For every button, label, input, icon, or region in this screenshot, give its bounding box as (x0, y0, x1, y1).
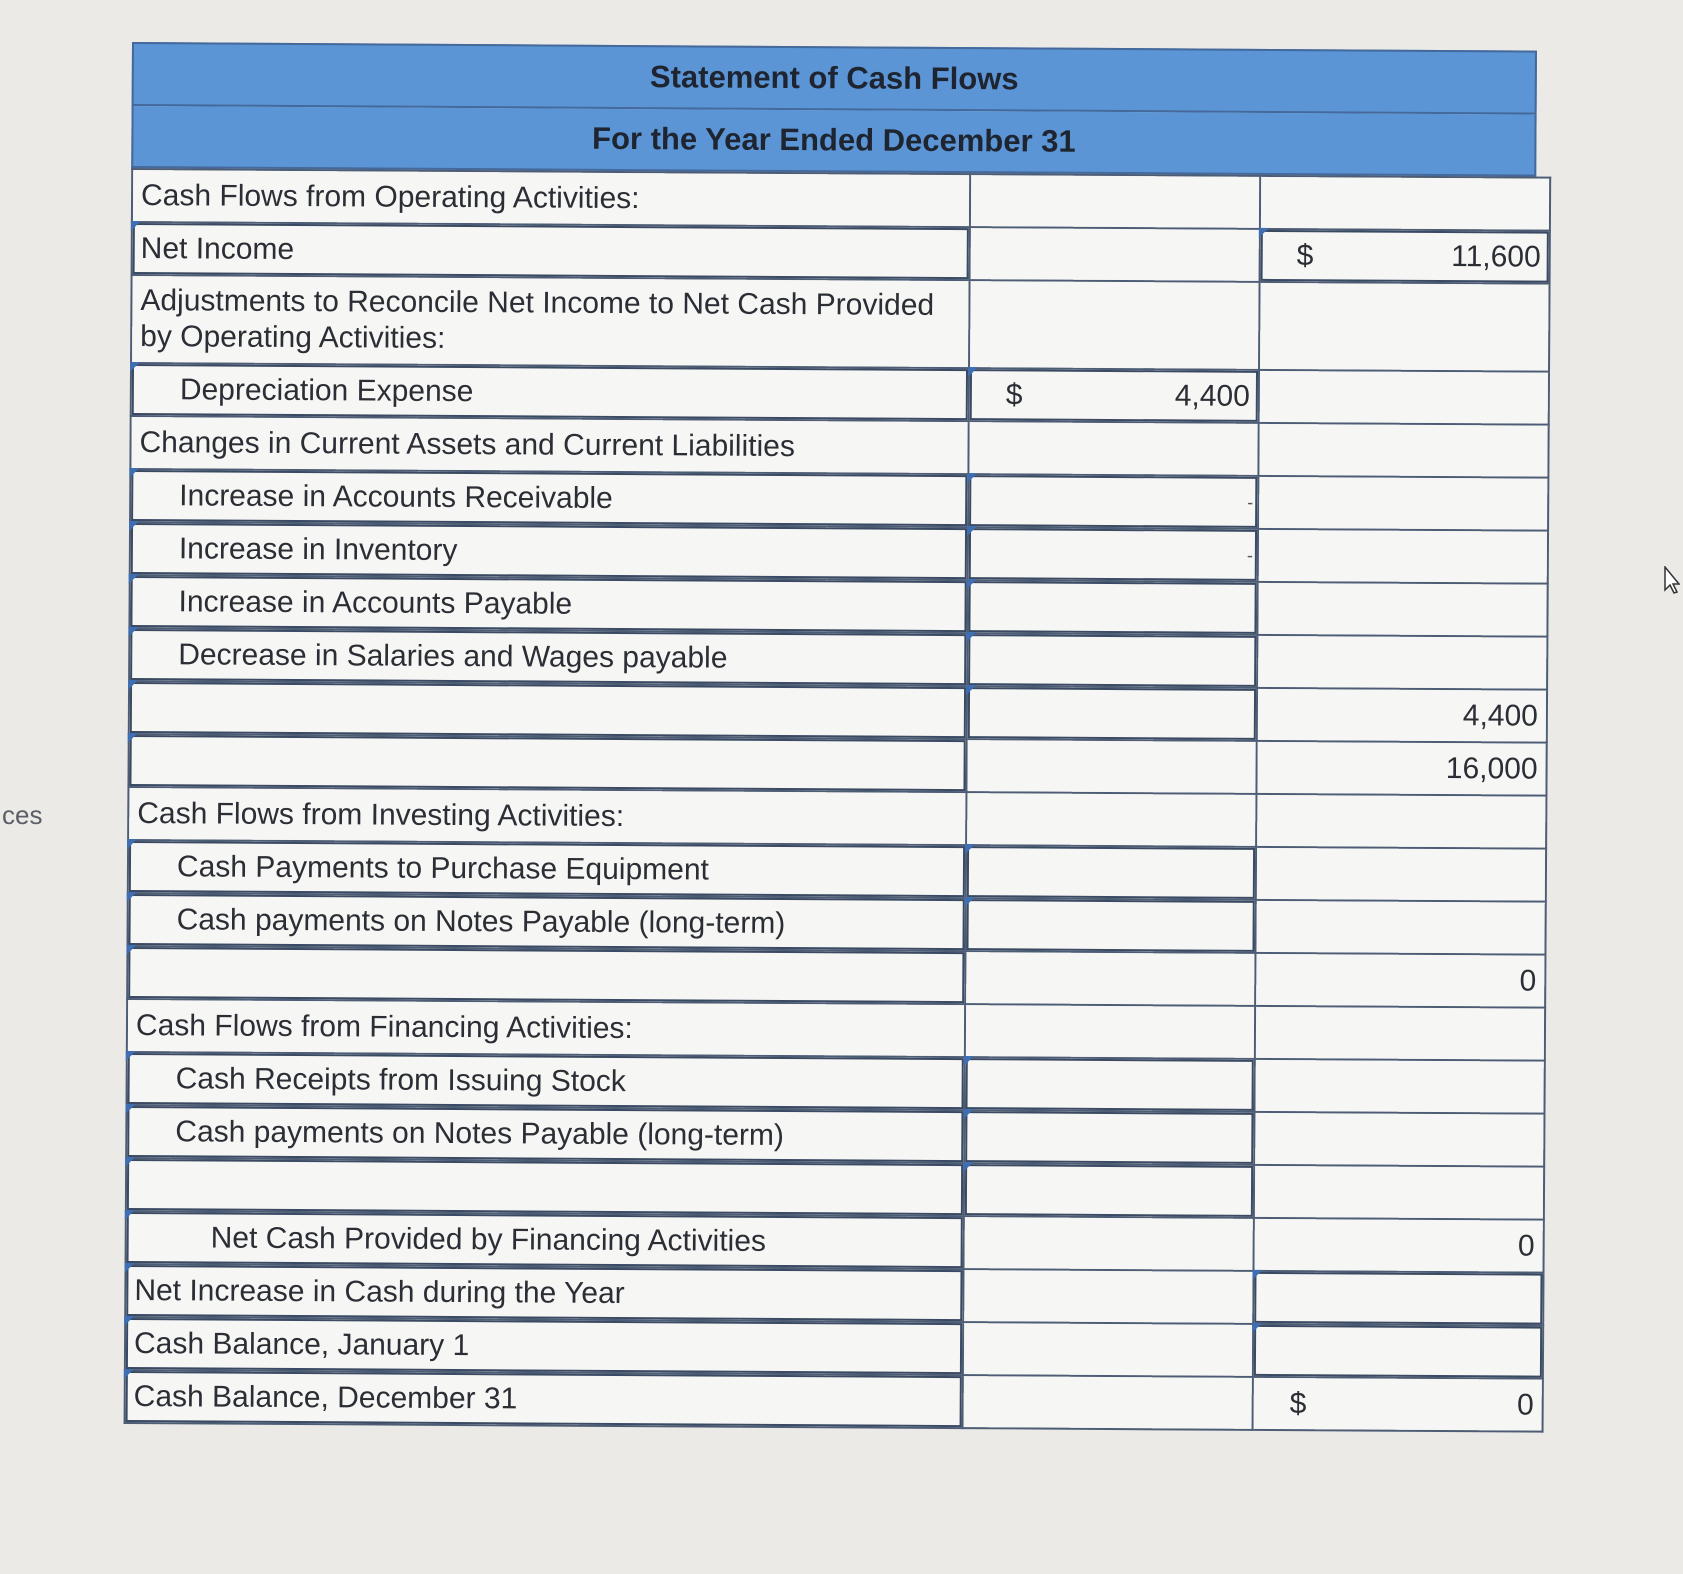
col2-cell (970, 174, 1260, 229)
statement-title: Statement of Cash Flows (132, 42, 1537, 115)
col3-cell (1260, 176, 1550, 231)
net-investing-value: 0 (1519, 963, 1537, 998)
table-row (130, 469, 1548, 531)
col2-cell (970, 227, 1260, 282)
notes-payable-financing-amount[interactable] (964, 1110, 1254, 1165)
notes-payable-investing-amount[interactable] (965, 898, 1255, 953)
issuing-stock-amount[interactable] (964, 1057, 1254, 1112)
operating-subtotal (1257, 688, 1547, 743)
cash-flow-statement (124, 42, 1541, 1433)
col3-cell (1255, 900, 1545, 955)
blank-operating-label-2[interactable] (128, 734, 966, 792)
depreciation-value: 4,400 (1174, 378, 1250, 413)
col3-cell (1258, 476, 1548, 531)
salaries-payable-amount[interactable] (967, 633, 1257, 688)
notes-payable-investing-label[interactable]: Cash payments on Notes Payable (long-term) (127, 893, 965, 951)
col3-cell (1257, 582, 1547, 637)
col2-cell (963, 1375, 1253, 1430)
notes-payable-financing-label[interactable]: Cash payments on Notes Payable (long-term) (126, 1105, 964, 1163)
col2-cell (966, 792, 1256, 847)
operating-activities-header: Cash Flows from Operating Activities: (132, 169, 970, 227)
net-financing-total (1254, 1218, 1544, 1273)
blank-investing-label[interactable] (127, 946, 965, 1004)
net-increase-amount[interactable] (1253, 1271, 1543, 1326)
table-row (126, 1211, 1544, 1273)
issuing-stock-label[interactable]: Cash Receipts from Issuing Stock (127, 1052, 965, 1110)
table-row (132, 222, 1550, 284)
salaries-payable-label[interactable]: Decrease in Salaries and Wages payable (129, 628, 967, 686)
table-row (127, 946, 1545, 1008)
col2-cell (966, 739, 1256, 794)
net-increase-label[interactable]: Net Increase in Cash during the Year (125, 1264, 963, 1322)
col2-cell (965, 1004, 1255, 1059)
col2-cell (968, 421, 1258, 476)
table-row (130, 416, 1548, 478)
col3-cell (1254, 1112, 1544, 1167)
mouse-pointer-icon (1664, 566, 1680, 594)
cash-jan1-label[interactable]: Cash Balance, January 1 (125, 1317, 963, 1375)
col3-cell (1254, 1165, 1544, 1220)
cash-dec31-label[interactable]: Cash Balance, December 31 (125, 1370, 963, 1428)
operating-subtotal-value: 4,400 (1462, 698, 1539, 733)
net-investing-total (1255, 953, 1545, 1008)
table-row (125, 1317, 1543, 1379)
blank-financing-label[interactable] (126, 1158, 964, 1216)
table-row (126, 1105, 1544, 1167)
equipment-amount[interactable] (966, 845, 1256, 900)
side-label: ces (2, 800, 43, 830)
net-operating-total (1256, 741, 1546, 796)
col3-cell (1259, 370, 1549, 425)
table-row (131, 363, 1549, 425)
equipment-label[interactable]: Cash Payments to Purchase Equipment (128, 840, 966, 898)
table-row (127, 1052, 1545, 1114)
table-row (126, 1158, 1544, 1220)
col3-cell (1258, 423, 1548, 478)
statement-subtitle: For the Year Ended December 31 (131, 106, 1536, 177)
accounts-receivable-amount[interactable] (968, 474, 1258, 529)
table-row (125, 1370, 1543, 1432)
col3-cell (1256, 794, 1546, 849)
net-income-label[interactable]: Net Income (132, 222, 970, 280)
col2-cell (964, 1216, 1254, 1271)
col3-cell (1259, 282, 1550, 372)
investing-activities-header: Cash Flows from Investing Activities: (128, 787, 966, 845)
inventory-amount[interactable] (968, 527, 1258, 582)
cash-jan1-amount[interactable] (1253, 1324, 1543, 1379)
table-row (132, 169, 1550, 231)
minus-mark: - (1246, 544, 1253, 565)
col2-cell (969, 280, 1260, 370)
changes-header: Changes in Current Assets and Current Liabilities (130, 416, 968, 474)
net-financing-value: 0 (1517, 1228, 1535, 1263)
col2-cell (963, 1269, 1253, 1324)
col2-cell (965, 951, 1255, 1006)
net-income-value: 11,600 (1451, 239, 1541, 274)
cash-dec31-amount (1253, 1377, 1543, 1432)
depreciation-label[interactable]: Depreciation Expense (131, 363, 969, 421)
currency-sign: $ (1289, 1386, 1307, 1420)
table-row (131, 275, 1550, 372)
blank-operating-amount-1[interactable] (967, 686, 1257, 741)
col3-cell (1254, 1059, 1544, 1114)
financing-activities-header: Cash Flows from Financing Activities: (127, 999, 965, 1057)
statement-table (124, 168, 1552, 1433)
col3-cell (1256, 847, 1546, 902)
blank-operating-label-1[interactable] (129, 681, 967, 739)
accounts-payable-label[interactable]: Increase in Accounts Payable (129, 575, 967, 633)
accounts-payable-amount[interactable] (967, 580, 1257, 635)
table-row (125, 1264, 1543, 1326)
col3-cell (1258, 529, 1548, 584)
depreciation-amount[interactable] (969, 368, 1259, 423)
table-row (128, 734, 1546, 796)
table-row (129, 628, 1547, 690)
currency-sign: $ (1296, 238, 1314, 272)
table-row (128, 840, 1546, 902)
inventory-label[interactable]: Increase in Inventory (130, 522, 968, 580)
table-row (127, 893, 1545, 955)
currency-sign: $ (1005, 377, 1023, 411)
table-row (130, 522, 1548, 584)
table-row (129, 575, 1547, 637)
col2-cell (963, 1322, 1253, 1377)
net-income-amount[interactable] (1260, 229, 1550, 284)
table-row (127, 999, 1545, 1061)
blank-financing-amount[interactable] (964, 1163, 1254, 1218)
cash-dec31-value: 0 (1516, 1387, 1534, 1422)
table-row (129, 681, 1547, 743)
adjustments-header: Adjustments to Reconcile Net Income to Net Cash Provided by Operating Activities: (131, 275, 970, 368)
table-row (128, 787, 1546, 849)
minus-mark: - (1247, 491, 1254, 512)
net-operating-value: 16,000 (1445, 751, 1538, 786)
net-financing-label[interactable]: Net Cash Provided by Financing Activities (126, 1211, 964, 1269)
col3-cell (1255, 1006, 1545, 1061)
accounts-receivable-label[interactable]: Increase in Accounts Receivable (130, 469, 968, 527)
col3-cell (1257, 635, 1547, 690)
